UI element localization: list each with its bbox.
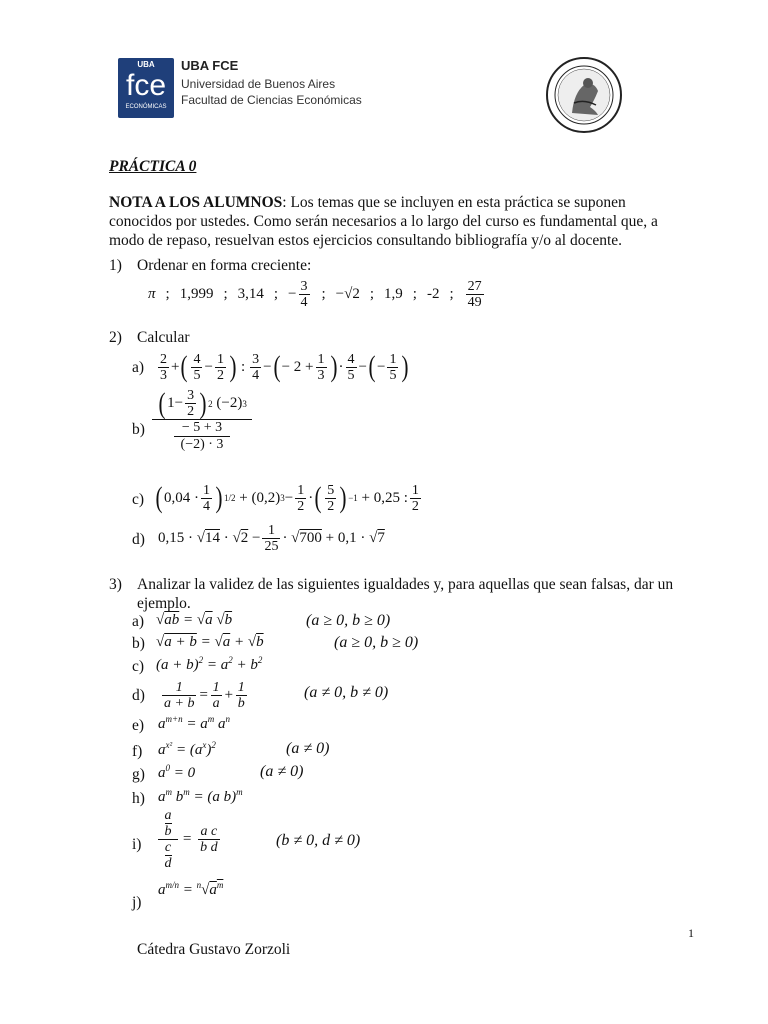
- ex3-label-c: c): [132, 658, 145, 675]
- ex3-label-b: b): [132, 635, 145, 652]
- ex3-c-expression: $(a + b)^2 = a^2 + b^2$: [156, 655, 263, 673]
- fraction: $\frac{3}{4}$: [300, 278, 308, 310]
- ex3-label-g: g): [132, 766, 145, 783]
- header-title: UBA FCE: [181, 58, 239, 73]
- pi-symbol: π: [148, 285, 156, 302]
- ex3-a-expression: √ab = √a √b: [156, 612, 233, 628]
- ex3-i-condition: (b ≠ 0, d ≠ 0): [276, 832, 361, 849]
- note-label: NOTA A LOS ALUMNOS: [109, 194, 283, 211]
- ex2-label-d: d): [132, 531, 145, 548]
- ex3-j-expression: $a^{m/n} = ^n√a^m$: [158, 880, 224, 898]
- ex2-a-expression: $\frac{2}{3}$ + ( $\frac{4}{5}$ − $\frac{1}{2}$ ) : $\frac{3}{4}$ − ( − 2 + $\frac{1}{3}$ ) · $\frac{4}{5}$ − ( − $\frac{1}{5}$ ): [160, 350, 409, 383]
- footer-author: Cátedra Gustavo Zorzoli: [137, 941, 291, 958]
- ex2-d-expression: 0,15 · √ 14 · √ 2 − $\frac{1}{25}$ · √ 700 + 0,1 · √ 7: [158, 522, 385, 554]
- ex3-f-expression: $a^{x^2} = (a^x)^2$: [158, 740, 216, 758]
- ex3-label-a: a): [132, 613, 145, 630]
- note-line-2: conocidos por ustedes. Como serán necesarios a lo largo del curso es fundamental que, a: [109, 213, 658, 230]
- ex3-g-expression: $a^0 = 0$: [158, 763, 196, 781]
- ex3-label-j: j): [132, 894, 142, 911]
- ex1-item: 1,999: [179, 285, 214, 302]
- ex2-statement: Calcular: [137, 329, 190, 346]
- ex3-label-e: e): [132, 717, 145, 734]
- ex2-label-a: a): [132, 359, 145, 376]
- ex3-b-expression: √a + b = √a + √b: [156, 634, 264, 650]
- ex3-label-h: h): [132, 790, 145, 807]
- ex3-number: 3): [109, 576, 122, 593]
- ex1-item: 3,14: [237, 285, 264, 302]
- ex3-d-condition: (a ≠ 0, b ≠ 0): [304, 684, 389, 701]
- ex3-line-1: Analizar la validez de las siguientes igualdades y, para aquellas que sean falsas, dar un: [137, 576, 674, 593]
- ex3-h-expression: $a^m$ $b^m = (a$ b)$^m$: [158, 787, 243, 805]
- ex2-label-b: b): [132, 421, 145, 438]
- ex3-f-condition: (a ≠ 0): [286, 740, 330, 757]
- ex3-label-d: d): [132, 687, 145, 704]
- ex1-item: −: [288, 285, 297, 302]
- ex3-e-expression: $a^{m+n} = a^m$ $a^n$: [158, 714, 230, 732]
- logo-sub: ECONÓMICAS: [125, 104, 167, 110]
- ex1-item: 1,9: [384, 285, 403, 302]
- ex3-d-expression: $\frac{1}{a + b}$ = $\frac{1}{a}$ + $\frac{1}{b}$: [164, 679, 245, 711]
- ex1-item: −√2: [335, 285, 360, 302]
- ex1-number: 1): [109, 257, 122, 274]
- ex2-b-expression: ( 1− $\frac{3}{2}$ ) 2 (−2) 3 − 5 + 3 (−2) · 3: [152, 388, 252, 453]
- university-seal-icon: [544, 55, 624, 135]
- note-line-3: modo de repaso, resuelvan estos ejercicios consultando bibliografía y/o al docente.: [109, 232, 623, 249]
- ex1-statement: Ordenar en forma creciente:: [137, 257, 312, 274]
- header-university: Universidad de Buenos Aires: [181, 77, 336, 91]
- page-number: 1: [688, 926, 694, 940]
- note-line-1: [109, 193, 626, 212]
- ex2-c-expression: ( 0,04 · $\frac{1}{4}$ ) 1/2 + (0,2) 3 − $\frac{1}{2}$ · ( $\frac{5}{2}$ ) −1 + 0,25 : $\frac{1}{2}$: [155, 481, 419, 514]
- ex3-label-i: i): [132, 836, 142, 853]
- ex3-i-expression: a b c d = $\frac{\text{a c}}{\text{b d}}$: [158, 808, 222, 871]
- header-faculty: Facultad de Ciencias Económicas: [181, 93, 362, 107]
- page-title: PRÁCTICA 0: [109, 158, 197, 175]
- fce-logo: [118, 58, 174, 118]
- logo-top: UBA: [137, 60, 155, 69]
- ex3-line-2: ejemplo.: [137, 595, 191, 612]
- ex3-g-condition: (a ≠ 0): [260, 763, 304, 780]
- logo-mark: fce: [125, 69, 167, 102]
- ex3-label-f: f): [132, 743, 143, 760]
- ex2-number: 2): [109, 329, 122, 346]
- fraction: $\frac{27}{49}$: [467, 278, 482, 310]
- note-text-1: : Los temas que se incluyen en esta práctica se suponen: [282, 194, 626, 211]
- ex3-a-condition: (a ≥ 0, b ≥ 0): [306, 612, 391, 629]
- ex1-list: π ; 1,999 ; 3,14 ; − $\frac{3}{4}$ ; −√2 ; 1,9 ; -2 ; $\frac{27}{49}$: [148, 278, 482, 310]
- ex2-label-c: c): [132, 491, 145, 508]
- ex3-b-condition: (a ≥ 0, b ≥ 0): [334, 634, 419, 651]
- ex1-item: -2: [426, 285, 440, 302]
